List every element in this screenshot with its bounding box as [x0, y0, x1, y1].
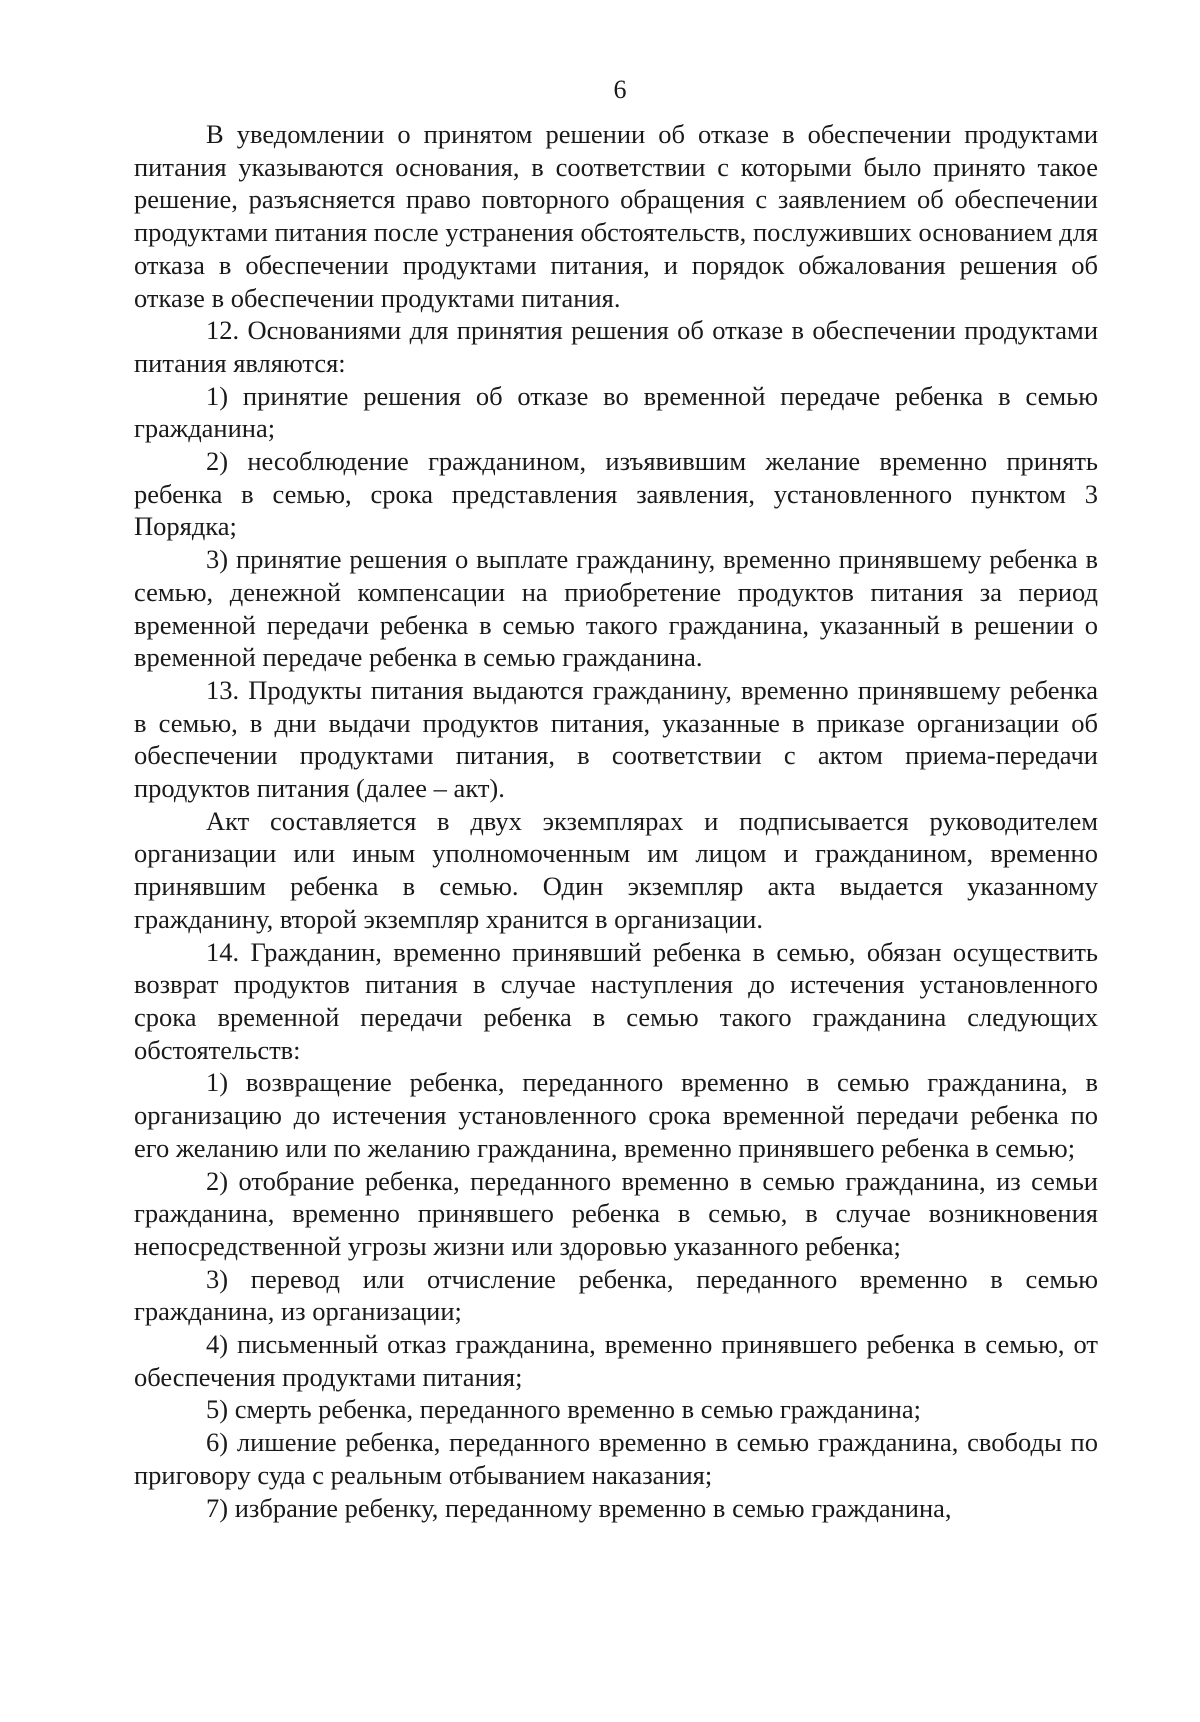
paragraph-12-item-3: 3) принятие решения о выплате гражданину, временно принявшему ребенка в семью, денежной компенсации на приобретение продуктов питания за период временной передачи ребенка в семью такого гражданина, указанный в решении о временной передаче ребенка в семью гражданина. [134, 544, 1098, 673]
paragraph-14-item-6: 6) лишение ребенка, переданного временно в семью гражданина, свободы по приговору суда с реальным отбыванием наказания; [134, 1427, 1098, 1490]
paragraph-14-item-7: 7) избрание ребенку, переданному временно в семью гражданина, [206, 1492, 952, 1523]
paragraph-14-item-1: 1) возвращение ребенка, переданного временно в семью гражданина, в организацию до истечения установленного срока временной передачи ребенка по его желанию или по желанию гражданина, временно принявшего ребенка в семью; [134, 1067, 1098, 1163]
paragraph-14-item-3: 3) перевод или отчисление ребенка, переданного временно в семью гражданина, из организации; [134, 1263, 1098, 1327]
paragraph-12-item-2: 2) несоблюдение гражданином, изъявившим желание временно принять ребенка в семью, срока представления заявления, установленного пунктом 3 Порядка; [134, 446, 1098, 542]
paragraph-14-item-2: 2) отобрание ребенка, переданного временно в семью гражданина, из семьи гражданина, временно принявшего ребенка в семью, в случае возникновения непосредственной угрозы жизни или здоровью указанного ребенка; [134, 1165, 1098, 1261]
paragraph-act-copies: Акт составляется в двух экземплярах и подписывается руководителем организации или иным уполномоченным им лицом и гражданином, временно принявшим ребенка в семью. Один экземпляр акта выдается указанному гражданину, второй экземпляр хранится в организации. [134, 805, 1098, 934]
paragraph-14-item-5: 5) смерть ребенка, переданного временно в семью гражданина; [206, 1394, 921, 1425]
paragraph-13-food-issuance: 13. Продукты питания выдаются гражданину, временно принявшему ребенка в семью, в дни выдачи продуктов питания, указанные в приказе организации об обеспечении продуктами питания, в соответствии с актом приема-передачи продуктов питания (далее – акт). [134, 674, 1098, 804]
paragraph-notice-contents: В уведомлении о принятом решении об отказе в обеспечении продуктами питания указываются основания, в соответствии с которыми было принято такое решение, разъясняется право повторного обращения с заявлением об обеспечении продуктами питания после устранения обстоятельств, послуживших основанием для отказа в обеспечении продуктами питания, и порядок обжалования решения об отказе в обеспечении продуктами питания. [134, 119, 1098, 313]
page-number: 6 [613, 75, 627, 104]
paragraph-14-return-obligation: 14. Гражданин, временно принявший ребенка в семью, обязан осуществить возврат продуктов питания в случае наступления до истечения установленного срока временной передачи ребенка в семью такого гражданина следующих обстоятельств: [134, 936, 1098, 1065]
document-body [134, 118, 1098, 1524]
paragraph-12-item-1: 1) принятие решения об отказе во временной передаче ребенка в семью гражданина; [134, 380, 1098, 444]
paragraph-12-refusal-grounds: 12. Основаниями для принятия решения об отказе в обеспечении продуктами питания являются: [134, 315, 1098, 378]
paragraph-14-item-4: 4) письменный отказ гражданина, временно принявшего ребенка в семью, от обеспечения продуктами питания; [134, 1329, 1098, 1392]
